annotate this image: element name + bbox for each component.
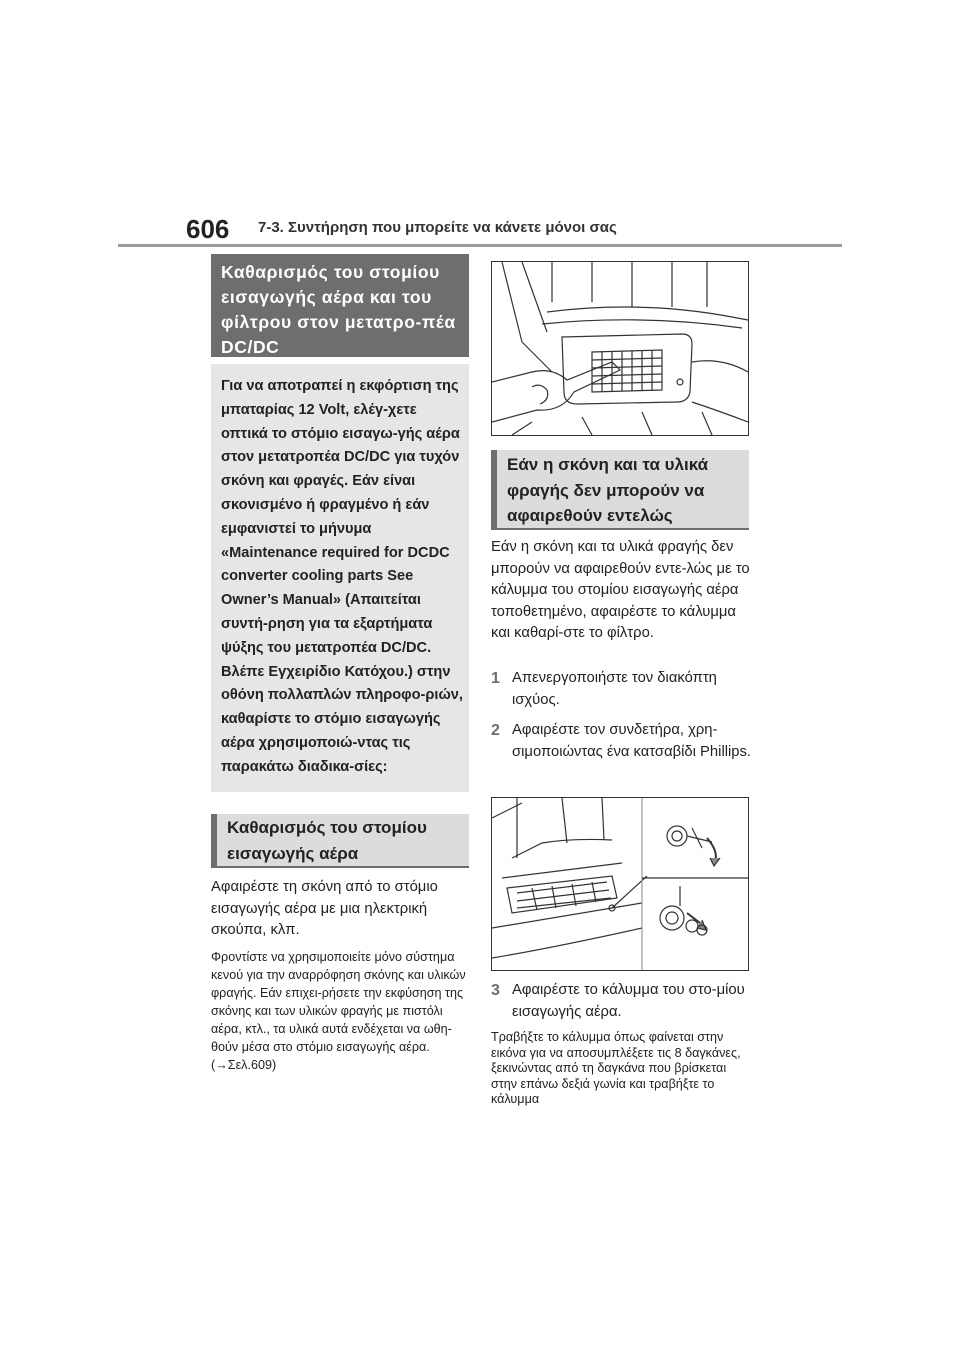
vacuum-cleaning-illustration bbox=[492, 262, 748, 435]
intro-paragraph: Για να αποτραπεί η εκφόρτιση της μπαταρίας 12 Volt, ελέγ-χετε οπτικά το στόμιο εισαγω-γής αέρα στον μετατροπέα DC/DC για τυχόν σκόνη και φραγές. Εάν είναι σκονισμένο ή φραγμένο ή εάν εμφανιστεί το μήνυμα «Maintenance required for DCDC converter cooling parts See Owner’s Manual» (Απαιτείται συντή-ρηση για τα εξαρτήματα ψύξης του μετατροπέα DC/DC. Βλέπε Εγχειρίδιο Κατόχου.) στην οθόνη πολλαπλών πληροφο-ριών, καθαρίστε το στόμιο εισαγωγής αέρα χρησιμοποιώ-ντας τις παρακάτω διαδικα-σίες: bbox=[221, 378, 463, 775]
left-note-text: Φροντίστε να χρησιμοποιείτε μόνο σύστημα κενού για την αναρρόφηση σκόνης και υλικών φραγής. Εάν επιχει-ρήσετε την εκφύσηση της σκόνης και των υλικών φραγής με πιστόλι αέρα, κτλ., τα υλικά αυτά ενδέχεται να ωθη-θούν μέσα στο στόμιο εισαγωγής αέρα. bbox=[211, 950, 466, 1054]
figure-vacuum-cleaning bbox=[491, 261, 749, 436]
chapter-title: 7-3. Συντήρηση που μπορείτε να κάνετε μόνοι σας bbox=[258, 219, 617, 236]
clip-removal-illustration bbox=[492, 798, 748, 970]
subheading-box-left bbox=[211, 814, 469, 868]
page-reference-link[interactable]: (→Σελ.609) bbox=[211, 1058, 277, 1072]
step-2-number: 2 bbox=[491, 722, 500, 739]
subheading-box-right bbox=[491, 450, 749, 530]
step-3-note: Τραβήξτε το κάλυμμα όπως φαίνεται στην εικόνα για να αποσυμπλέξετε τις 8 δαγκάνες, ξεκινώντας από τη δαγκάνα που βρίσκεται στην επάνω δεξιά γωνία και τραβήξτε το κάλυμμα bbox=[491, 1030, 741, 1106]
page-number: 606 bbox=[186, 214, 230, 244]
step-2 bbox=[491, 720, 753, 763]
step-3 bbox=[491, 980, 753, 1023]
left-body: Αφαιρέστε τη σκόνη από το στόμιο εισαγωγής αέρα με μια ηλεκτρική σκούπα, κλπ. bbox=[211, 879, 438, 938]
main-heading-box bbox=[211, 254, 469, 357]
step-3-number: 3 bbox=[491, 982, 500, 999]
header-rule bbox=[118, 244, 842, 247]
step-1 bbox=[491, 668, 753, 711]
step-1-text: Απενεργοποιήστε τον διακόπτη ισχύος. bbox=[512, 670, 717, 708]
main-heading: Καθαρισμός του στομίου εισαγωγής αέρα και του φίλτρου στον μετατρο-πέα DC/DC bbox=[221, 262, 456, 357]
right-body: Εάν η σκόνη και τα υλικά φραγής δεν μπορούν να αφαιρεθούν εντε-λώς με το κάλυμμα του στομίου εισαγωγής αέρα τοποθετημένο, αφαιρέστε το κάλυμμα και καθαρί-στε το φίλτρο. bbox=[491, 539, 750, 641]
intro-box bbox=[211, 364, 469, 792]
figure-clip-removal bbox=[491, 797, 749, 971]
step-1-number: 1 bbox=[491, 670, 500, 687]
subheading-left: Καθαρισμός του στομίου εισαγωγής αέρα bbox=[227, 818, 427, 863]
step-2-text: Αφαιρέστε τον συνδετήρα, χρη-σιμοποιώντας ένα κατσαβίδι Phillips. bbox=[512, 722, 752, 760]
subheading-right: Εάν η σκόνη και τα υλικά φραγής δεν μπορούν να αφαιρεθούν εντελώς bbox=[507, 455, 709, 525]
left-note bbox=[211, 948, 469, 1074]
step-3-text: Αφαιρέστε το κάλυμμα του στο-μίου εισαγωγής αέρα. bbox=[512, 982, 745, 1020]
